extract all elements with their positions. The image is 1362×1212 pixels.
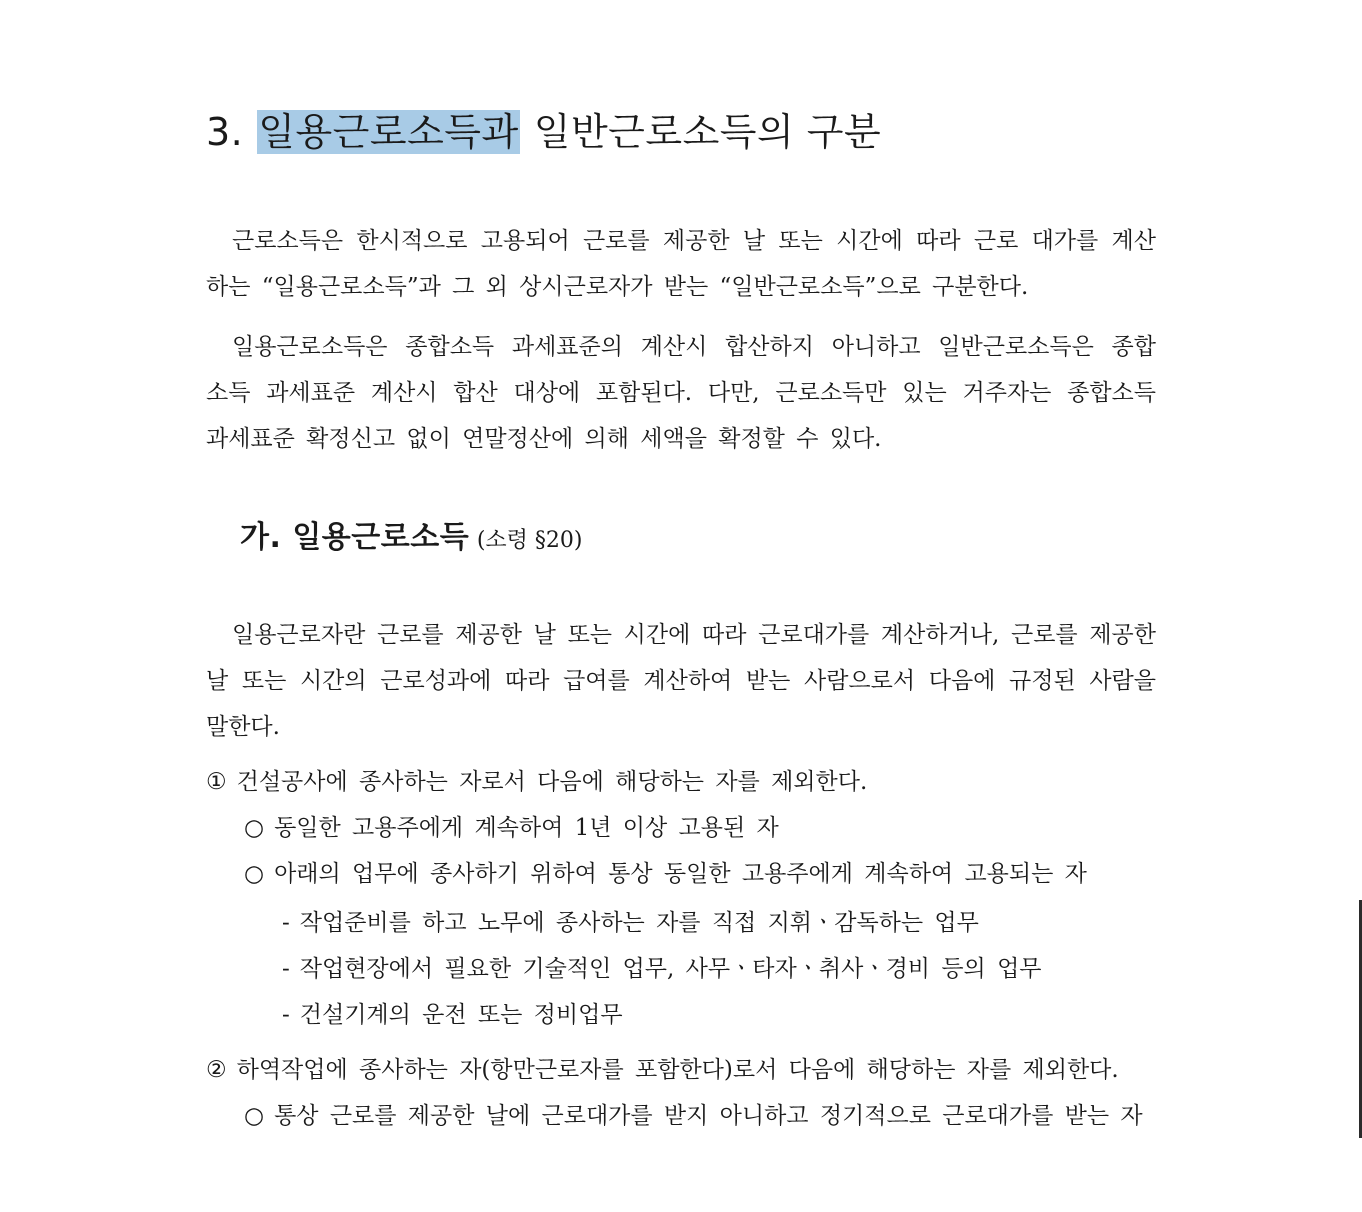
paragraph-line: 근로소득은 한시적으로 고용되어 근로를 제공한 날 또는 시간에 따라 근로 대가를 계산 bbox=[232, 228, 1156, 254]
sub-list-item bbox=[244, 851, 1087, 897]
section-number: 3. bbox=[206, 110, 244, 154]
definition-paragraph bbox=[206, 612, 1156, 750]
circle-bullet-icon: ○ bbox=[244, 861, 265, 887]
subsection-reference: (소령 §20) bbox=[476, 528, 583, 553]
sub-list-item bbox=[244, 805, 779, 851]
dash-list-item bbox=[282, 900, 979, 946]
paragraph-line: 날 또는 시간의 근로성과에 따라 급여를 계산하여 받는 사람으로서 다음에 규정된 사람을 bbox=[206, 668, 1156, 694]
section-heading bbox=[206, 104, 881, 160]
dash-bullet-icon: - bbox=[282, 910, 290, 936]
sub-list-item-text: 아래의 업무에 종사하기 위하여 통상 동일한 고용주에게 계속하여 고용되는 자 bbox=[274, 861, 1087, 887]
section-title-rest: 일반근로소득의 구분 bbox=[533, 110, 882, 154]
subsection-title: 가. 일용근로소득 bbox=[240, 520, 470, 555]
circled-number-marker: ① bbox=[206, 769, 227, 795]
paragraph-line: 말한다. bbox=[206, 714, 280, 740]
intro-paragraph-1 bbox=[206, 218, 1156, 310]
paragraph-line: 일용근로자란 근로를 제공한 날 또는 시간에 따라 근로대가를 계산하거나, 근로를 제공한 bbox=[232, 622, 1156, 648]
list-item bbox=[206, 759, 867, 805]
list-item bbox=[206, 1047, 1119, 1093]
paragraph-line: 일용근로소득은 종합소득 과세표준의 계산시 합산하지 아니하고 일반근로소득은 종합 bbox=[232, 334, 1156, 360]
paragraph-line: 과세표준 확정신고 없이 연말정산에 의해 세액을 확정할 수 있다. bbox=[206, 426, 882, 452]
paragraph-line: 하는 “일용근로소득”과 그 외 상시근로자가 받는 “일반근로소득”으로 구분한다. bbox=[206, 274, 1029, 300]
dash-list-item bbox=[282, 992, 623, 1038]
list-item-text: 하역작업에 종사하는 자(항만근로자를 포함한다)로서 다음에 해당하는 자를 제외한다. bbox=[236, 1057, 1119, 1083]
dash-list-item-text: 건설기계의 운전 또는 정비업무 bbox=[299, 1002, 623, 1028]
paragraph-line: 소득 과세표준 계산시 합산 대상에 포함된다. 다만, 근로소득만 있는 거주자는 종합소득 bbox=[206, 380, 1156, 406]
dash-list-item-text: 작업현장에서 필요한 기술적인 업무, 사무ㆍ타자ㆍ취사ㆍ경비 등의 업무 bbox=[299, 956, 1042, 982]
sub-list-item bbox=[244, 1093, 1143, 1139]
sub-list-item-text: 통상 근로를 제공한 날에 근로대가를 받지 아니하고 정기적으로 근로대가를 받는 자 bbox=[274, 1103, 1143, 1129]
circle-bullet-icon: ○ bbox=[244, 1103, 265, 1129]
dash-list-item bbox=[282, 946, 1042, 992]
circle-bullet-icon: ○ bbox=[244, 815, 265, 841]
intro-paragraph-2 bbox=[206, 324, 1156, 462]
subsection-heading bbox=[240, 512, 583, 556]
dash-bullet-icon: - bbox=[282, 1002, 290, 1028]
dash-list-item-text: 작업준비를 하고 노무에 종사하는 자를 직접 지휘ㆍ감독하는 업무 bbox=[299, 910, 979, 936]
list-item-text: 건설공사에 종사하는 자로서 다음에 해당하는 자를 제외한다. bbox=[236, 769, 868, 795]
selected-title-text[interactable]: 일용근로소득과 bbox=[258, 110, 519, 154]
dash-bullet-icon: - bbox=[282, 956, 290, 982]
circled-number-marker: ② bbox=[206, 1057, 227, 1083]
sub-list-item-text: 동일한 고용주에게 계속하여 1년 이상 고용된 자 bbox=[274, 815, 779, 841]
